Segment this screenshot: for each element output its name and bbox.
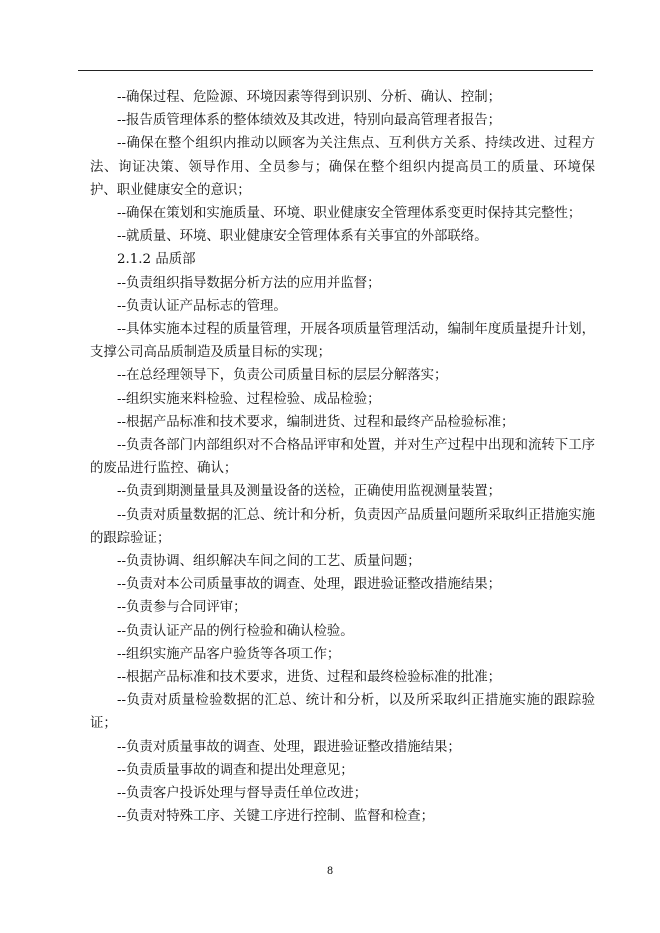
- paragraph-23: --负责对质量事故的调查、处理，跟进验证整改措施结果；: [117, 739, 461, 755]
- paragraph-17: --负责对本公司质量事故的调查、处理，跟进验证整改措施结果；: [117, 577, 501, 593]
- paragraph-12: --根据产品标准和技术要求，编制进货、过程和最终产品检验标准；: [117, 414, 515, 430]
- paragraph-21: --根据产品标准和技术要求，进货、过程和最终检验标准的批准；: [117, 670, 501, 686]
- paragraph-13: --负责各部门内部组织对不合格品评审和处置，并对生产过程中出现和流转下工序的废品进行监控、确认；: [90, 438, 595, 477]
- paragraph-15: --负责对质量数据的汇总、统计和分析，负责因产品质量问题所采取纠正措施实施的跟踪验证；: [90, 507, 595, 546]
- body-text: [90, 86, 595, 829]
- paragraph-25: --负责客户投诉处理与督导责任单位改进；: [117, 786, 368, 802]
- paragraph-9: --具体实施本过程的质量管理，开展各项质量管理活动，编制年度质量提升计划，支撑公司高品质制造及质量目标的实现；: [90, 322, 595, 361]
- paragraph-8: --负责认证产品标志的管理。: [117, 298, 287, 314]
- paragraph-4: --确保在策划和实施质量、环境、职业健康安全管理体系变更时保持其完整性；: [117, 206, 582, 222]
- paragraph-24: --负责质量事故的调查和提出处理意见；: [117, 762, 354, 778]
- header-rule: [78, 70, 593, 71]
- paragraph-19: --负责认证产品的例行检验和确认检验。: [117, 623, 354, 639]
- paragraph-26: --负责对特殊工序、关键工序进行控制、监督和检查；: [117, 809, 435, 825]
- section-heading: 2.1.2 品质部: [117, 252, 196, 268]
- paragraph-20: --组织实施产品客户验货等各项工作；: [117, 646, 341, 662]
- paragraph-18: --负责参与合同评审；: [117, 600, 247, 616]
- paragraph-11: --组织实施来料检验、过程检验、成品检验；: [117, 391, 381, 407]
- paragraph-3: --确保在整个组织内推动以顾客为关注焦点、互利供方关系、持续改进、过程方法、询证决策、领导作用、全员参与；确保在整个组织内提高员工的质量、环境保护、职业健康安全的意识；: [90, 136, 595, 198]
- paragraph-1: --确保过程、危险源、环境因素等得到识别、分析、确认、控制；: [117, 90, 501, 105]
- paragraph-10: --在总经理领导下，负责公司质量目标的层层分解落实；: [117, 368, 448, 384]
- paragraph-2: --报告质管理体系的整体绩效及其改进，特别向最高管理者报告；: [117, 113, 501, 129]
- paragraph-7: --负责组织指导数据分析方法的应用并监督；: [117, 275, 381, 291]
- page-number: 8: [326, 866, 334, 877]
- paragraph-5: --就质量、环境、职业健康安全管理体系有关事宜的外部联络。: [117, 229, 488, 245]
- paragraph-14: --负责到期测量量具及测量设备的送检，正确使用监视测量装置；: [117, 484, 501, 500]
- paragraph-16: --负责协调、组织解决车间之间的工艺、质量问题；: [117, 554, 421, 570]
- paragraph-22: --负责对质量检验数据的汇总、统计和分析，以及所采取纠正措施实施的跟踪验证；: [90, 693, 595, 732]
